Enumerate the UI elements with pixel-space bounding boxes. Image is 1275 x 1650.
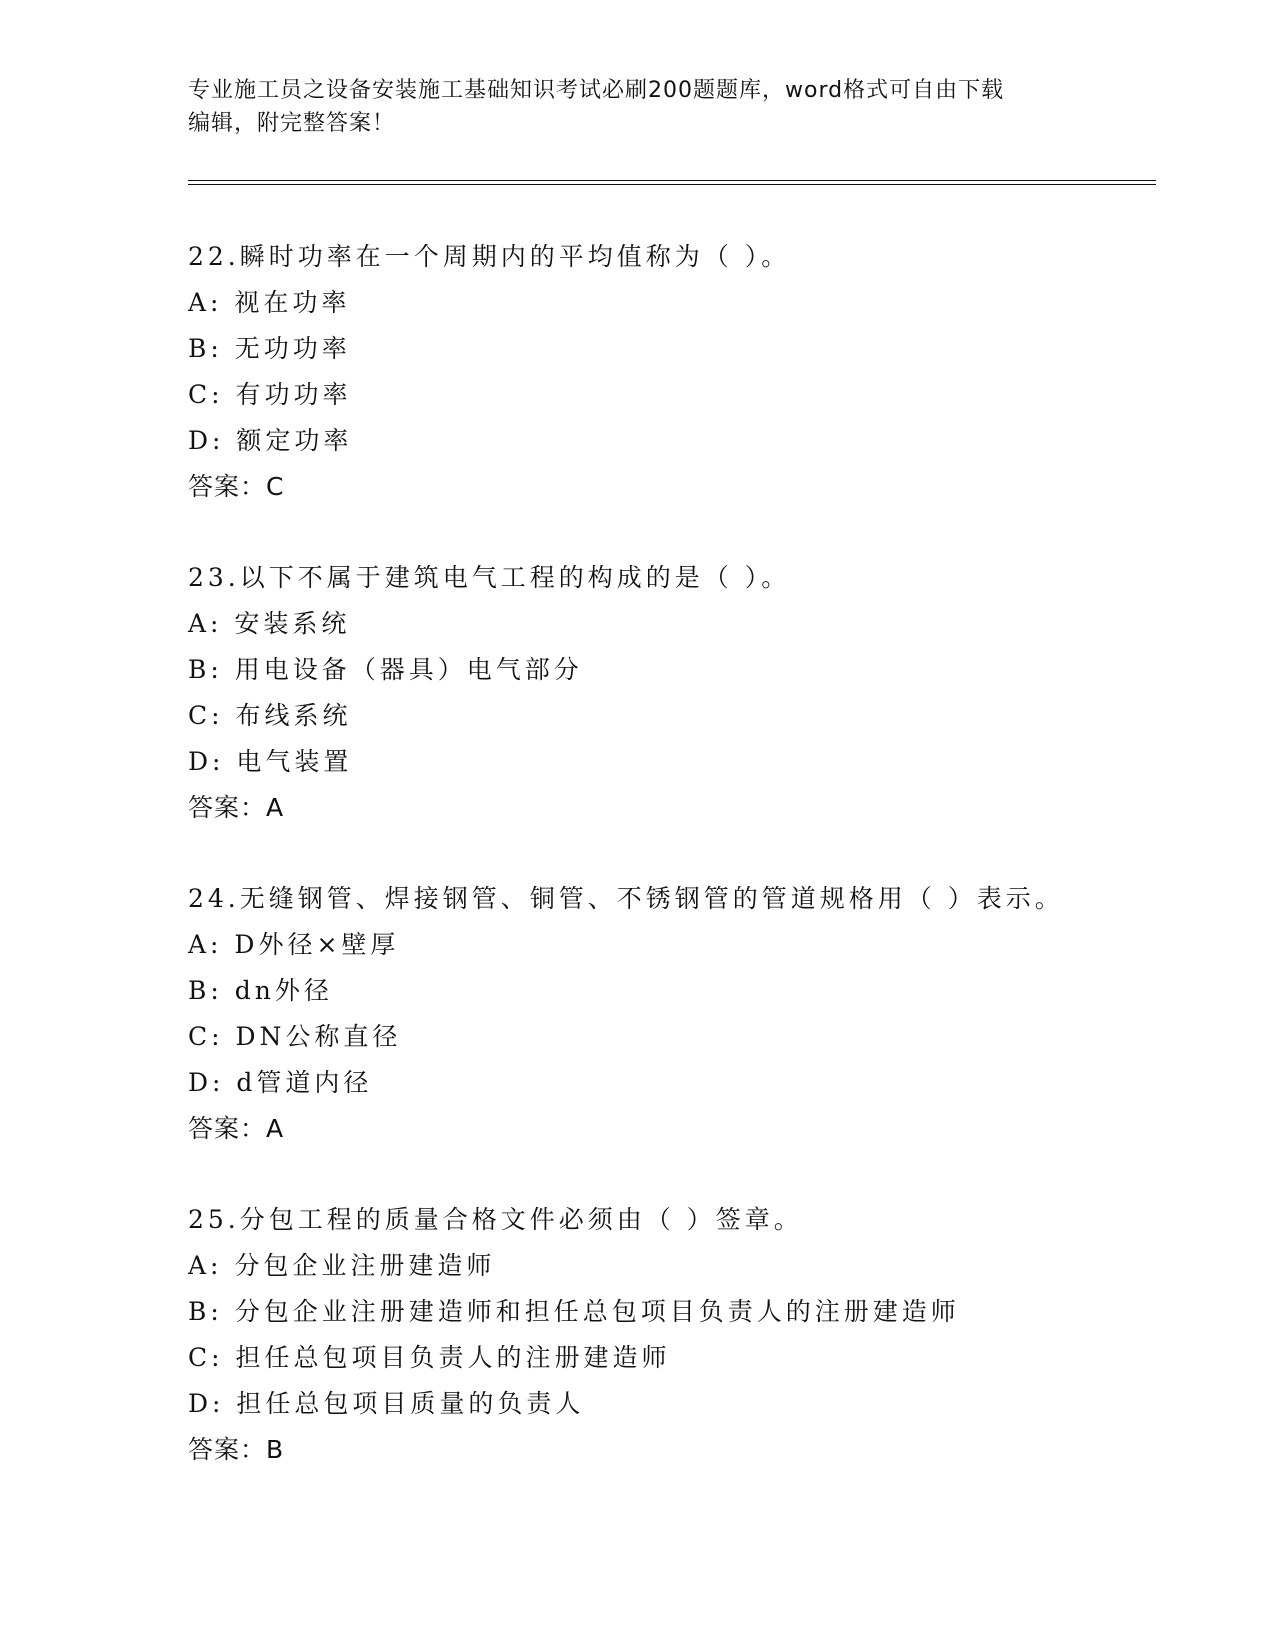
option-b: B: 无功功率 [188,334,351,363]
option-c: C: 有功功率 [188,380,352,409]
option-b: B: 用电设备（器具）电气部分 [188,655,583,684]
option-a: A: 分包企业注册建造师 [188,1251,496,1280]
question-stem: 24.无缝钢管、焊接钢管、铜管、不锈钢管的管道规格用（ ）表示。 [188,884,1064,913]
option-b: B: 分包企业注册建造师和担任总包项目负责人的注册建造师 [188,1297,960,1326]
question-stem: 22.瞬时功率在一个周期内的平均值称为（ ）。 [188,242,791,271]
option-d: D: d管道内径 [188,1068,373,1097]
option-d: D: 担任总包项目质量的负责人 [188,1389,585,1418]
option-d: D: 电气装置 [188,747,353,776]
option-d: D: 额定功率 [188,426,353,455]
option-a: A: 视在功率 [188,288,351,317]
header-divider-bottom [188,184,1156,185]
option-a: A: 安装系统 [188,609,351,638]
question-24 [188,876,1168,1152]
question-23 [188,555,1168,831]
question-stem: 25.分包工程的质量合格文件必须由（ ）签章。 [188,1205,803,1234]
header-line-1: 专业施工员之设备安装施工基础知识考试必刷200题题库，word格式可自由下载 [188,78,1005,103]
header-line-2: 编辑，附完整答案！ [188,111,396,136]
option-c: C: 布线系统 [188,701,352,730]
option-b: B: dn外径 [188,976,333,1005]
question-25 [188,1197,1168,1473]
option-c: C: DN公称直径 [188,1022,402,1051]
option-c: C: 担任总包项目负责人的注册建造师 [188,1343,671,1372]
answer: 答案：A [188,793,285,822]
answer: 答案：B [188,1435,285,1464]
question-22 [188,234,1168,510]
answer: 答案：A [188,1114,285,1143]
option-a: A: D外径×壁厚 [188,930,400,959]
question-stem: 23.以下不属于建筑电气工程的构成的是（ ）。 [188,563,791,592]
document-header [188,74,1088,140]
header-divider-top [188,180,1156,181]
answer: 答案：C [188,472,285,501]
